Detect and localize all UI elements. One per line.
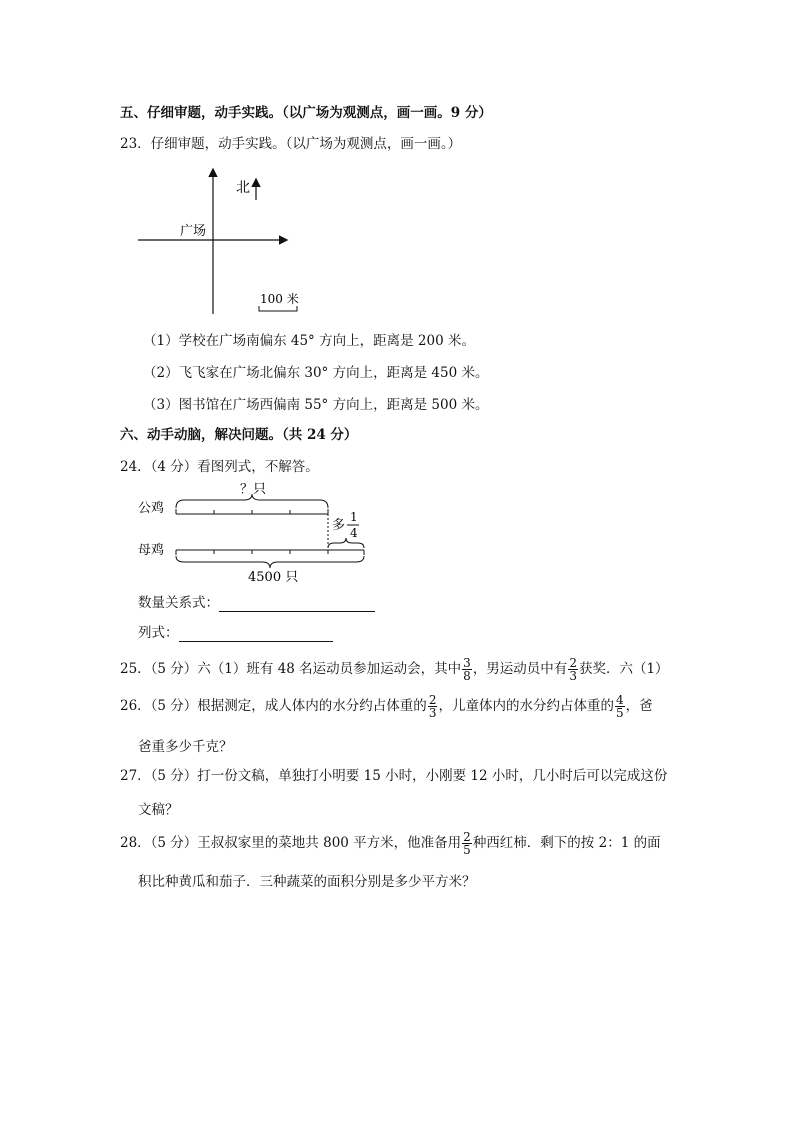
q25-part-1: 25．（5 分）六（1）班有 48 名运动员参加运动会，其中 (120, 661, 462, 677)
question-28-line-2: 积比种黄瓜和茄子．三种蔬菜的面积分别是多少平方米？ (138, 874, 476, 890)
question-24-text: 24．（4 分）看图列式，不解答。 (120, 459, 319, 475)
hen-count-label: 4500 只 (248, 570, 299, 585)
line-segment-svg (134, 478, 374, 588)
top-brace (176, 494, 328, 508)
rooster-label: 公鸡 (138, 501, 165, 516)
q28-part-2: 种西红柿．剩下的按 2：1 的面 (472, 835, 661, 851)
section-5-heading: 五、仔细审题，动手实践。（以广场为观测点，画一画。9 分） (120, 105, 492, 121)
relation-row (138, 594, 375, 612)
bottom-brace (176, 556, 364, 568)
question-27-line-1: 27．（5 分）打一份文稿，单独打小明要 15 小时，小刚要 12 小时，几小时后可以完成这份 (120, 768, 668, 784)
q26-part-3: ，爸 (625, 698, 653, 714)
question-26-line-2: 爸重多少千克？ (138, 739, 233, 755)
q28-part-1: 28．（5 分）王叔叔家里的菜地共 800 平方米，他准备用 (120, 835, 462, 851)
relation-label: 数量关系式： (138, 595, 219, 611)
hen-label: 母鸡 (138, 543, 165, 558)
more-label: 多 (332, 518, 346, 533)
section-6-heading: 六、动手动脑，解决问题。（共 24 分） (120, 427, 358, 443)
q23-item-1: （1）学校在广场南偏东 45° 方向上，距离是 200 米。 (143, 333, 475, 349)
q25-fraction-2: $\frac{2}{3}$ (569, 656, 577, 683)
q25-fraction-1: $\frac{3}{8}$ (463, 656, 471, 683)
question-28-text (120, 828, 661, 858)
relation-answer-blank[interactable] (219, 597, 375, 612)
q26-part-1: 26．（5 分）根据测定，成人体内的水分约占体重的 (120, 698, 427, 714)
question-26-text (120, 691, 653, 721)
more-fraction-denominator: 4 (350, 526, 358, 540)
question-27-line-2: 文稿？ (138, 802, 179, 818)
q26-fraction-2: $\frac{4}{5}$ (615, 693, 624, 720)
compass-diagram-svg (130, 160, 300, 320)
compass-diagram (130, 160, 300, 320)
question-25-text (120, 654, 669, 684)
q25-part-2: ，男运动员中有 (472, 661, 568, 677)
origin-label: 广场 (180, 224, 207, 239)
q26-part-2: ，儿童体内的水分约占体重的 (438, 698, 614, 714)
q26-fraction-1: $\frac{2}{3}$ (428, 693, 437, 720)
formula-label: 列式： (138, 625, 179, 641)
formula-answer-blank[interactable] (179, 627, 333, 642)
q28-fraction-1: $\frac{2}{5}$ (463, 830, 471, 857)
scale-bar (259, 306, 297, 311)
scale-label: 100 米 (260, 292, 299, 306)
formula-row (138, 624, 333, 642)
more-fraction-numerator: 1 (350, 510, 358, 524)
question-23-text: 23．仔细审题，动手实践。（以广场为观测点，画一画。） (120, 136, 462, 152)
unknown-quantity-label: ？只 (240, 482, 267, 497)
q23-item-3: （3）图书馆在广场西偏南 55° 方向上，距离是 500 米。 (143, 397, 489, 413)
q23-item-2: （2）飞飞家在广场北偏东 30° 方向上，距离是 450 米。 (143, 365, 489, 381)
difference-brace (328, 538, 364, 548)
line-segment-diagram (134, 478, 374, 588)
north-label: 北 (236, 180, 250, 196)
q25-part-3: 获奖．六（1） (578, 661, 669, 677)
